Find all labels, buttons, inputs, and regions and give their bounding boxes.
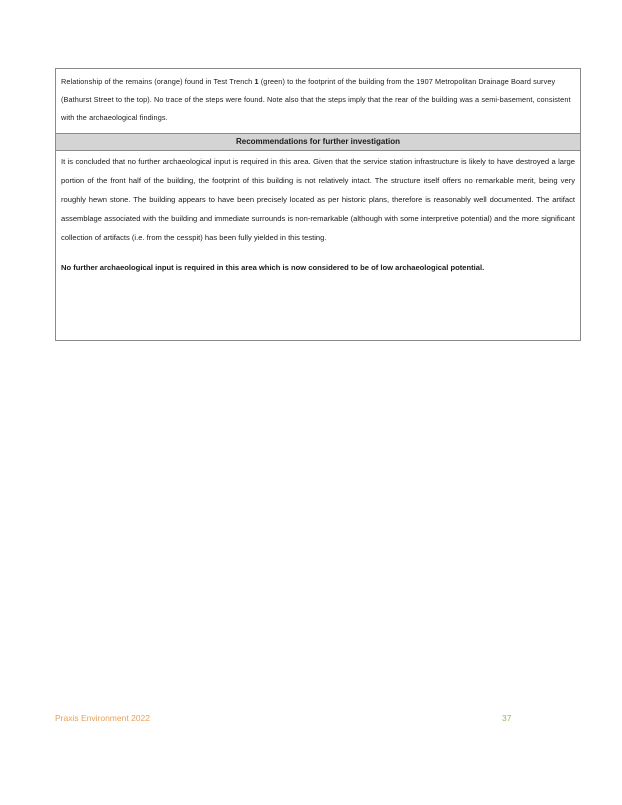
caption-trench-number: 1 — [254, 77, 259, 86]
findings-table — [55, 68, 581, 341]
footer-page-number: 37 — [502, 713, 512, 723]
recommendations-heading: Recommendations for further investigation — [56, 133, 580, 151]
caption-text-end: (green) to the footprint of the building from the 1907 Metropolitan Drainage Board survey (Bathurst Street to the top). No trace of the steps were found. Note also that the steps imply that the rear of the building was a semi-basement, consistent with the archaeological findings. — [61, 77, 571, 122]
figure-caption — [56, 69, 580, 133]
recommendations-body — [56, 151, 580, 277]
caption-text-start: Relationship of the remains (orange) found in Test Trench — [61, 77, 255, 86]
recommendations-paragraph: It is concluded that no further archaeological input is required in this area. Given that the service station infrastructure is likely to have destroyed a large portion of the front half of the building, the footprint of this building is not relatively intact. The structure itself offers no remarkable merit, being very roughly hewn stone. The building appears to have been precisely located as per historic plans, therefore is reasonably well documented. The artifact assemblage associated with the building and immediate surrounds is non-remarkable (although with some interpretive potential) and the more significant collection of artifacts (i.e. from the cesspit) has been fully yielded in this testing. — [61, 157, 575, 242]
recommendations-conclusion: No further archaeological input is required in this area which is now considered to be of low archaeological potential. — [61, 263, 485, 272]
footer-organization: Praxis Environment 2022 — [55, 713, 150, 723]
